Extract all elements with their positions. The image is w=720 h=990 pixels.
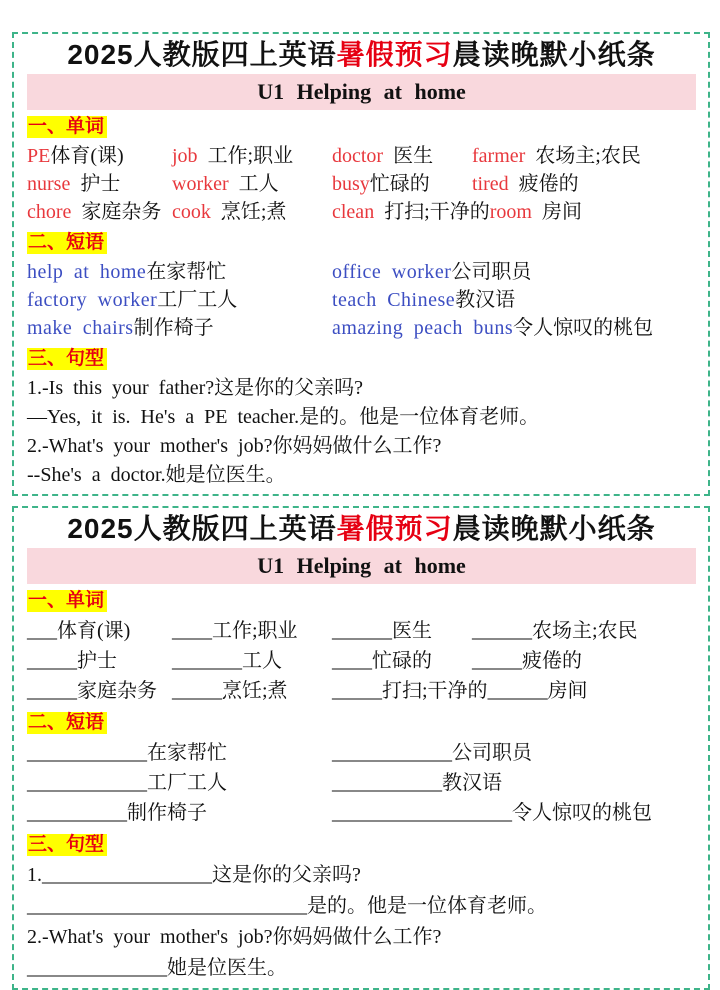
english-text: PE [27, 145, 51, 167]
chinese-text: 疲倦的 [518, 173, 579, 195]
entry-row [27, 798, 696, 828]
vocab-entry [332, 314, 653, 342]
english-text: farmer [472, 145, 536, 167]
vocab-entry [27, 798, 332, 828]
chinese-text: 忙碌的 [369, 173, 430, 195]
title-suffix: 晨读晚默小纸条 [452, 39, 656, 70]
english-text: _____ [27, 650, 77, 672]
chinese-text: 忙碌的 [372, 650, 432, 672]
vocab-entry [27, 198, 172, 226]
vocab-entry [332, 170, 472, 198]
english-text: worker [172, 173, 239, 195]
chinese-text: 农场主;农民 [535, 145, 641, 167]
answer-sentences-list [27, 374, 696, 490]
english-text: ______ [332, 620, 392, 642]
worksheet-page [0, 32, 720, 990]
sentences-heading-label: 三、句型 [27, 348, 107, 370]
vocab-entry [172, 646, 332, 676]
vocab-entry [332, 646, 472, 676]
vocab-entry [172, 170, 332, 198]
vocab-entry [472, 616, 638, 646]
sentence-line: --She's a doctor.她是位医生。 [27, 464, 286, 486]
title-suffix: 晨读晚默小纸条 [452, 513, 656, 544]
english-text: ____________ [332, 742, 452, 764]
sentence-line: ______________她是位医生。 [27, 957, 287, 979]
vocab-entry [27, 142, 172, 170]
chinese-text: 公司职员 [452, 742, 532, 764]
phrases-heading-label: 二、短语 [27, 712, 107, 734]
vocab-entry [172, 676, 332, 706]
vocab-entry [488, 676, 588, 706]
sentences-section-heading [27, 347, 696, 371]
chinese-text: 烹饪;煮 [220, 201, 287, 223]
english-text: nurse [27, 173, 81, 195]
vocab-entry [332, 768, 502, 798]
vocab-entry [472, 142, 641, 170]
chinese-text: 护士 [80, 173, 121, 195]
chinese-text: 令人惊叹的桃包 [513, 317, 654, 339]
chinese-text: 医生 [393, 145, 434, 167]
chinese-text: 打扫;干净的 [382, 680, 488, 702]
practice-phrases-list [27, 738, 696, 828]
worksheet-title [27, 512, 696, 545]
entry-row [27, 616, 696, 646]
unit-banner: U1 Helping at home [27, 548, 696, 584]
worksheet-title [27, 38, 696, 71]
entry-row [27, 286, 696, 314]
chinese-text: 工作;职业 [212, 620, 298, 642]
chinese-text: 家庭杂务 [81, 201, 162, 223]
vocab-entry [332, 798, 652, 828]
chinese-text: 工人 [238, 173, 279, 195]
chinese-text: 在家帮忙 [147, 742, 227, 764]
chinese-text: 农场主;农民 [532, 620, 638, 642]
chinese-text: 工厂工人 [147, 772, 227, 794]
chinese-text: 工厂工人 [157, 289, 238, 311]
practice-panel [12, 506, 710, 990]
chinese-text: 疲倦的 [522, 650, 582, 672]
english-text: ____________ [27, 772, 147, 794]
vocab-entry [27, 738, 332, 768]
chinese-text: 房间 [541, 201, 582, 223]
chinese-text: 在家帮忙 [146, 261, 227, 283]
sentence-line: 2.-What's your mother's job?你妈妈做什么工作? [27, 926, 442, 948]
phrases-heading-label: 二、短语 [27, 232, 107, 254]
english-text: ______ [472, 620, 532, 642]
english-text: _____ [172, 680, 222, 702]
chinese-text: 家庭杂务 [77, 680, 157, 702]
vocab-entry [27, 646, 172, 676]
sentence-line: —Yes, it is. He's a PE teacher.是的。他是一位体育老师。 [27, 406, 540, 428]
vocab-entry [332, 142, 472, 170]
vocab-entry [27, 768, 332, 798]
sentence-line: 2.-What's your mother's job?你妈妈做什么工作? [27, 435, 442, 457]
sentences-heading-label: 三、句型 [27, 834, 107, 856]
chinese-text: 教汉语 [455, 289, 516, 311]
vocab-entry [172, 142, 332, 170]
english-text: job [172, 145, 208, 167]
chinese-text: 护士 [77, 650, 117, 672]
vocab-entry [27, 258, 332, 286]
chinese-text: 公司职员 [451, 261, 532, 283]
chinese-text: 体育(课) [50, 145, 124, 167]
english-text: _____ [27, 680, 77, 702]
vocab-entry [27, 314, 332, 342]
english-text: ____ [332, 650, 372, 672]
words-heading-label: 一、单词 [27, 590, 107, 612]
english-text: clean [332, 201, 385, 223]
vocab-entry [332, 286, 515, 314]
vocab-entry [332, 738, 532, 768]
answer-words-list [27, 142, 696, 226]
english-text: teach Chinese [332, 289, 456, 311]
english-text: factory worker [27, 289, 158, 311]
words-section-heading [27, 115, 696, 139]
phrases-section-heading [27, 711, 696, 735]
chinese-text: 工作;职业 [207, 145, 294, 167]
sentence-line: 1.-Is this your father?这是你的父亲吗? [27, 377, 364, 399]
phrases-section-heading [27, 231, 696, 255]
chinese-text: 体育(课) [57, 620, 131, 642]
answer-phrases-list [27, 258, 696, 342]
english-text: _____ [472, 650, 522, 672]
sentence-line: ____________________________是的。他是一位体育老师。 [27, 895, 547, 917]
chinese-text: 工人 [242, 650, 282, 672]
vocab-entry [332, 676, 488, 706]
english-text: tired [472, 173, 519, 195]
practice-words-list [27, 616, 696, 706]
vocab-entry [490, 198, 582, 226]
vocab-entry [172, 198, 332, 226]
sentences-section-heading [27, 833, 696, 857]
english-text: chore [27, 201, 82, 223]
english-text: busy [332, 173, 370, 195]
entry-row [27, 738, 696, 768]
entry-row [27, 258, 696, 286]
entry-row [27, 314, 696, 342]
vocab-entry [332, 198, 490, 226]
chinese-text: 烹饪;煮 [222, 680, 288, 702]
chinese-text: 令人惊叹的桃包 [512, 802, 652, 824]
words-heading-label: 一、单词 [27, 116, 107, 138]
vocab-entry [27, 286, 332, 314]
english-text: ___________ [332, 772, 442, 794]
english-text: ____ [172, 620, 212, 642]
chinese-text: 房间 [547, 680, 588, 702]
vocab-entry [472, 646, 582, 676]
vocab-entry [332, 258, 531, 286]
english-text: __________________ [332, 802, 512, 824]
english-text: _______ [172, 650, 242, 672]
english-text: office worker [332, 261, 452, 283]
english-text: _____ [332, 680, 382, 702]
english-text: __________ [27, 802, 127, 824]
english-text: doctor [332, 145, 394, 167]
chinese-text: 医生 [392, 620, 432, 642]
vocab-entry [27, 676, 172, 706]
english-text: amazing peach buns [332, 317, 514, 339]
practice-sentences-list [27, 860, 696, 984]
entry-row [27, 676, 696, 706]
entry-row [27, 198, 696, 226]
title-highlight: 暑假预习 [336, 513, 453, 544]
chinese-text: 打扫;干净的 [384, 201, 490, 223]
english-text: make chairs [27, 317, 134, 339]
english-text: ______ [487, 680, 548, 702]
title-highlight: 暑假预习 [336, 39, 453, 70]
english-text: ____________ [27, 742, 147, 764]
vocab-entry [172, 616, 332, 646]
entry-row [27, 646, 696, 676]
vocab-entry [472, 170, 579, 198]
english-text: room [489, 201, 542, 223]
answer-panel [12, 32, 710, 496]
vocab-entry [27, 616, 172, 646]
english-text: cook [172, 201, 221, 223]
words-section-heading [27, 589, 696, 613]
entry-row [27, 170, 696, 198]
chinese-text: 制作椅子 [133, 317, 214, 339]
chinese-text: 教汉语 [442, 772, 502, 794]
entry-row [27, 142, 696, 170]
chinese-text: 制作椅子 [127, 802, 207, 824]
sentence-line: 1._________________这是你的父亲吗? [27, 864, 361, 886]
vocab-entry [27, 170, 172, 198]
unit-banner: U1 Helping at home [27, 74, 696, 110]
english-text: ___ [27, 620, 57, 642]
english-text: help at home [27, 261, 147, 283]
title-prefix: 2025人教版四上英语 [67, 513, 337, 544]
vocab-entry [332, 616, 472, 646]
entry-row [27, 768, 696, 798]
title-prefix: 2025人教版四上英语 [67, 39, 337, 70]
